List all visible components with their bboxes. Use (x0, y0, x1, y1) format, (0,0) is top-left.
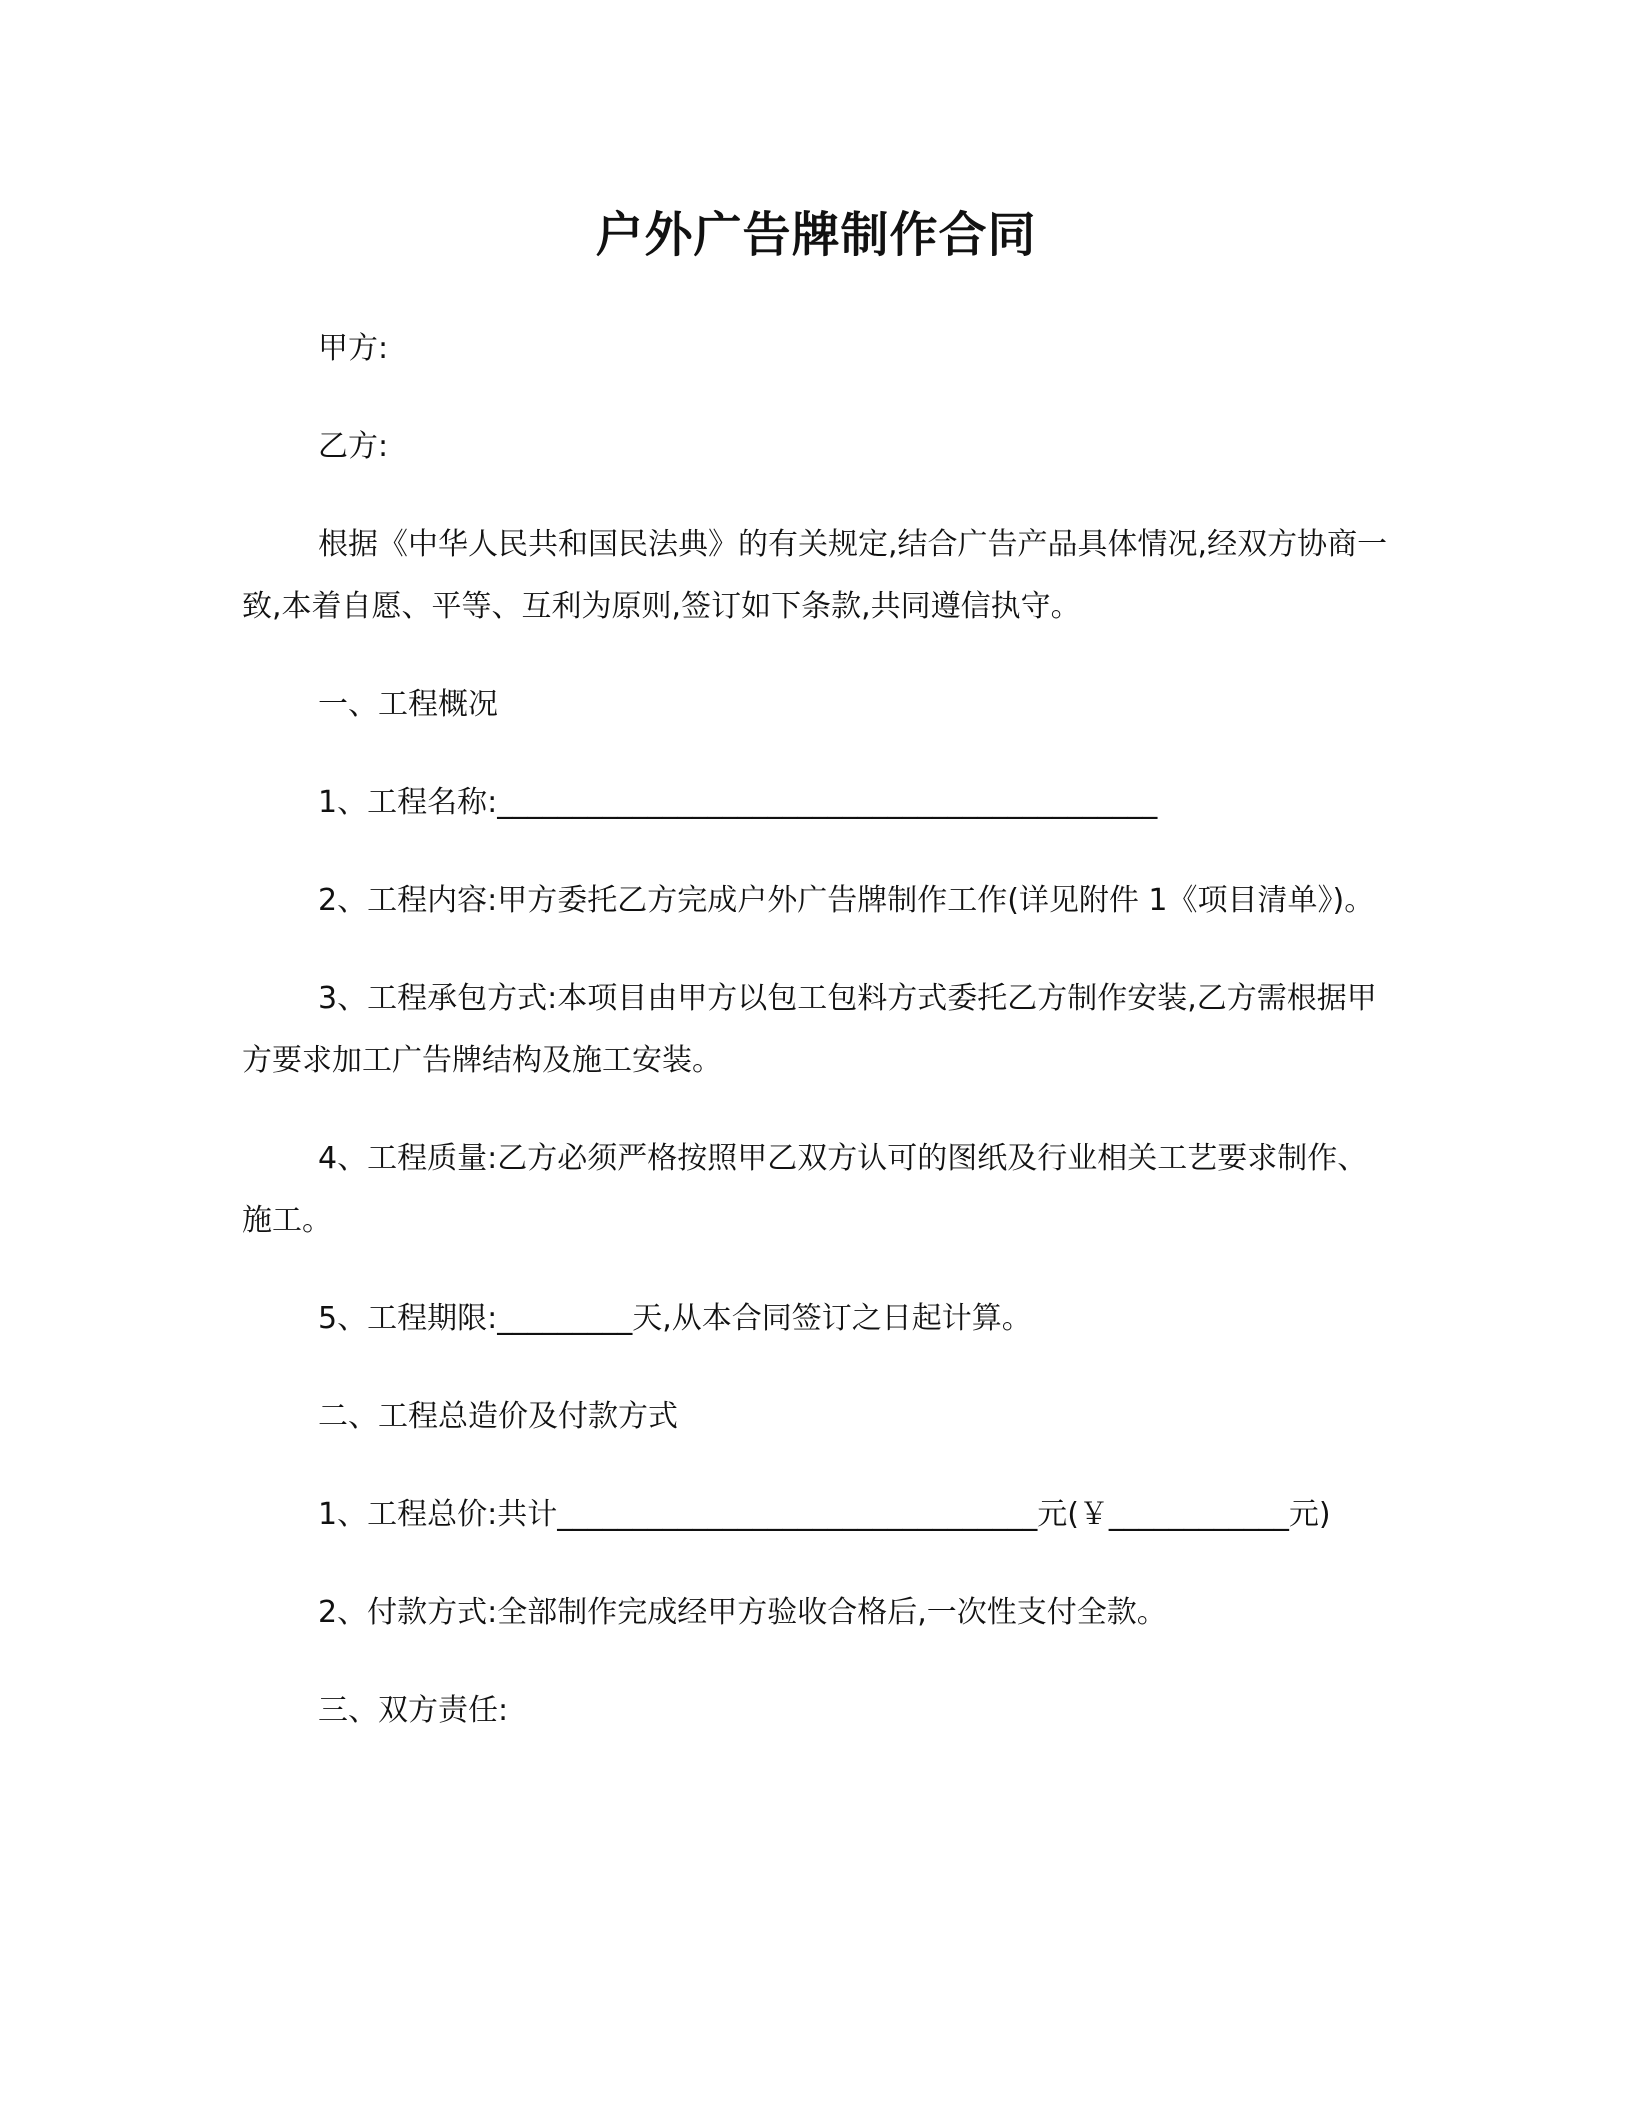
clause-1-5: 5、工程期限:_________天,从本合同签订之日起计算。 (318, 1301, 1032, 1336)
clause-2-1: 1、工程总价:共计________________________________元(￥____________元) (318, 1497, 1331, 1532)
clause-1-1: 1、工程名称:____________________________________________ (318, 785, 1158, 820)
section-heading-1: 一、工程概况 (318, 687, 498, 722)
document-body (242, 318, 1392, 1778)
section-heading-3: 三、双方责任: (318, 1693, 509, 1728)
party-a-label: 甲方: (318, 331, 389, 366)
preamble-paragraph: 根据《中华人民共和国民法典》的有关规定,结合广告产品具体情况,经双方协商一致,本着自愿、平等、互利为原则,签订如下条款,共同遵信执守。 (242, 527, 1388, 624)
clause-1-4: 4、工程质量:乙方必须严格按照甲乙双方认可的图纸及行业相关工艺要求制作、施工。 (242, 1141, 1368, 1238)
clause-1-3: 3、工程承包方式:本项目由甲方以包工包料方式委托乙方制作安装,乙方需根据甲方要求加工广告牌结构及施工安装。 (242, 981, 1377, 1078)
party-b-label: 乙方: (318, 429, 389, 464)
section-heading-2: 二、工程总造价及付款方式 (318, 1399, 678, 1434)
clause-1-2: 2、工程内容:甲方委托乙方完成户外广告牌制作工作(详见附件 1《项目清单》)。 (318, 883, 1375, 918)
clause-2-2: 2、付款方式:全部制作完成经甲方验收合格后,一次性支付全款。 (318, 1595, 1167, 1630)
document-title: 户外广告牌制作合同 (595, 207, 1037, 263)
